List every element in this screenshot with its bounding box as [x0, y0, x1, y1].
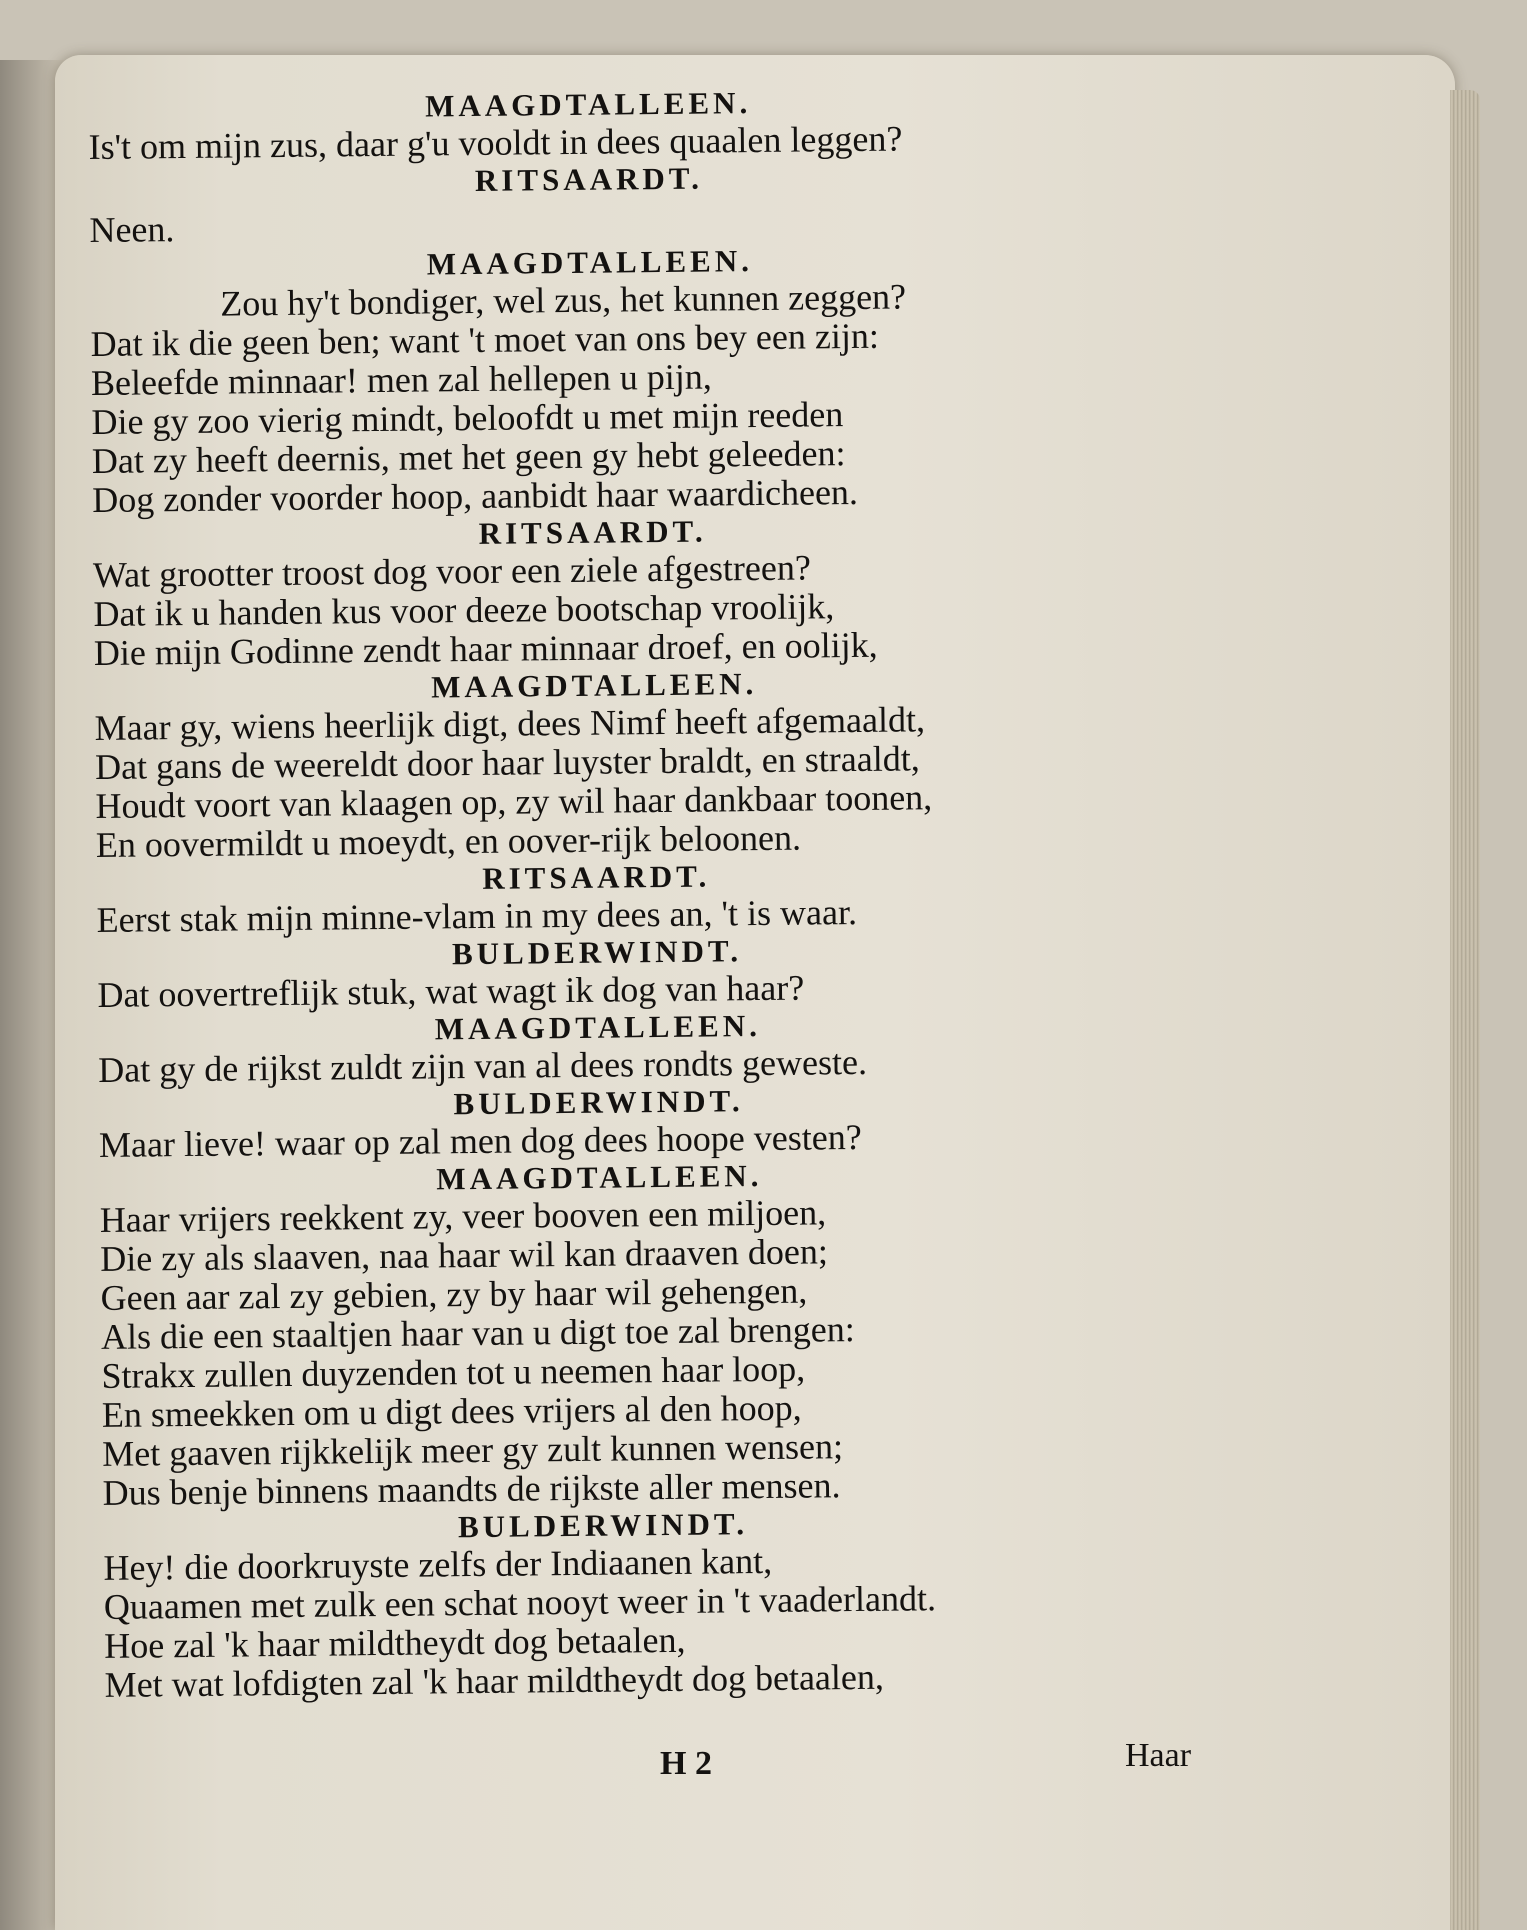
verse-line: Als die een staaltjen haar van u digt toe zal brengen:	[100, 1309, 855, 1357]
verse-line: Dat oovertreflijk stuk, wat wagt ik dog van haar?	[97, 967, 805, 1015]
speaker-heading: MAAGDTALLEEN.	[424, 85, 752, 124]
verse-line: Beleefde minnaar! men zal hellepen u pijn,	[90, 356, 712, 403]
verse-line: Dat gy de rijkst zuldt zijn van al dees rondts geweste.	[98, 1041, 868, 1090]
verse-line: Dus benje binnens maandts de rijkste aller mensen.	[102, 1465, 841, 1513]
speaker-heading: MAAGDTALLEEN.	[430, 666, 758, 705]
verse-line: Met wat lofdigten zal 'k haar mildtheydt dog betaalen,	[104, 1656, 885, 1705]
verse-line: Maar lieve! waar op zal men dog dees hoope vesten?	[98, 1116, 862, 1165]
verse-line: Dog zonder voorder hoop, aanbidt haar waardicheen.	[92, 471, 859, 520]
verse-line: Is't om mijn zus, daar g'u vooldt in dees quaalen leggen?	[88, 118, 903, 167]
speaker-heading: BULDERWINDT.	[453, 1083, 744, 1122]
page-stack-edge	[1450, 90, 1480, 1930]
verse-line: Dat ik die geen ben; want 't moet van ons bey een zijn:	[90, 315, 880, 364]
speaker-heading: MAAGDTALLEEN.	[436, 1157, 763, 1197]
page-footer	[0, 1737, 1527, 1785]
verse-line: Dat ik u handen kus voor deeze bootschap vroolijk,	[93, 586, 835, 634]
speaker-heading: BULDERWINDT.	[451, 933, 743, 972]
verse-line: Houdt voort van klaagen op, zy wil haar dankbaar toonen,	[95, 777, 933, 826]
speaker-heading: MAAGDTALLEEN.	[434, 1008, 762, 1047]
speaker-heading: MAAGDTALLEEN.	[426, 243, 754, 282]
verse-line: Hoe zal 'k haar mildtheydt dog betaalen,	[104, 1619, 686, 1666]
catchword: Haar	[1125, 1737, 1192, 1774]
verse-line: Dat gans de weereldt door haar luyster braldt, en straaldt,	[94, 738, 920, 787]
verse-line: Neen.	[89, 209, 175, 250]
verse-line: Strakx zullen duyzenden tot u neemen haar loop,	[101, 1348, 806, 1396]
verse-line: Haar vrijers reekkent zy, veer booven een miljoen,	[99, 1192, 827, 1240]
verse-line: Wat grootter troost dog voor een ziele afgestreen?	[92, 547, 812, 595]
speaker-heading: RITSAARDT.	[478, 513, 707, 551]
speaker-heading: RITSAARDT.	[474, 160, 704, 198]
verse-line: Geen aar zal zy gebien, zy by haar wil gehengen,	[100, 1270, 808, 1318]
play-text	[88, 82, 1105, 1705]
verse-line: Zou hy't bondiger, wel zus, het kunnen zeggen?	[220, 276, 907, 324]
speaker-heading: RITSAARDT.	[482, 858, 711, 896]
verse-line: Quaamen met zulk een schat nooyt weer in 't vaaderlandt.	[103, 1578, 937, 1627]
verse-line: Die zy als slaaven, naa haar wil kan draaven doen;	[100, 1231, 829, 1279]
verse-line: Hey! die doorkruyste zelfs der Indiaanen kant,	[103, 1540, 773, 1588]
signature-mark: H 2	[660, 1745, 712, 1782]
verse-line: Met gaaven rijkkelijk meer gy zult kunnen wensen;	[102, 1426, 844, 1474]
speaker-heading: BULDERWINDT.	[457, 1506, 749, 1545]
verse-line: Maar gy, wiens heerlijk digt, dees Nimf heeft afgemaaldt,	[94, 699, 926, 748]
verse-line: Die mijn Godinne zendt haar minnaar droef, en oolijk,	[93, 624, 878, 673]
verse-line: Dat zy heeft deernis, met het geen gy hebt geleeden:	[91, 433, 846, 481]
verse-line: Eerst stak mijn minne-vlam in my dees an, 't is waar.	[96, 891, 858, 940]
verse-line: En smeekken om u digt dees vrijers al den hoop,	[101, 1387, 802, 1435]
verse-line: Die gy zoo vierig mindt, beloofdt u met mijn reeden	[91, 394, 844, 442]
verse-line: En oovermildt u moeydt, en oover-rijk beloonen.	[95, 817, 802, 865]
